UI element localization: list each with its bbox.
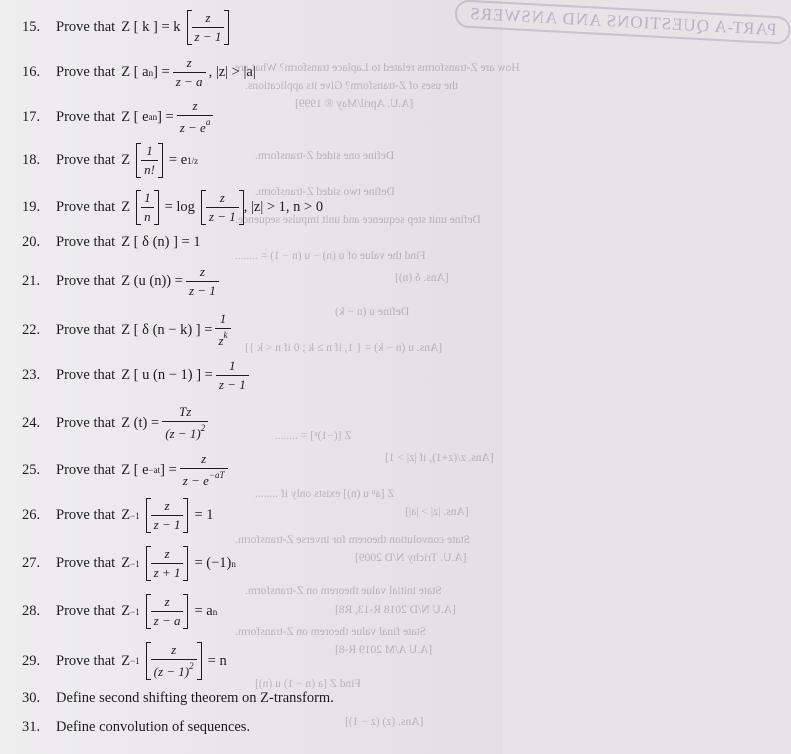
formula-lhs: Z [ e xyxy=(121,108,149,125)
bracket xyxy=(146,594,189,629)
numerator: 1 xyxy=(144,190,151,205)
exponent: −1 xyxy=(130,606,140,617)
formula-rhs: = a xyxy=(194,603,213,619)
question-text: Prove that xyxy=(56,273,116,289)
fraction xyxy=(151,594,184,629)
formula xyxy=(121,498,213,533)
denominator xyxy=(151,659,197,680)
formula xyxy=(121,311,233,349)
question-text: Prove that xyxy=(56,152,116,168)
condition: , |z| > 1, n > 0 xyxy=(243,199,324,215)
fraction xyxy=(162,404,208,442)
question-23 xyxy=(22,358,252,393)
exponent: 2 xyxy=(200,423,206,433)
bleed-line: State convolution theorem for inverse Z-transform. xyxy=(235,534,471,546)
numerator: z xyxy=(164,546,170,561)
bleed-line: State final value theorem on Z-transform. xyxy=(235,626,426,638)
question-20 xyxy=(22,234,201,251)
denominator: z − 1 xyxy=(206,207,239,225)
bleed-through-title: PART-A QUESTIONS AND ANSWERS xyxy=(454,0,791,45)
formula xyxy=(121,594,217,629)
numerator: z xyxy=(171,642,177,657)
exponent: −1 xyxy=(130,510,140,521)
bleed-through-area xyxy=(235,0,778,754)
denominator-text: z − e xyxy=(182,473,209,488)
formula-lhs: Z xyxy=(121,507,131,523)
question-text: Prove that xyxy=(56,603,116,619)
question-29 xyxy=(22,642,227,680)
bleed-line: Z [aⁿ u (n)] exists only if ........ xyxy=(255,488,395,500)
exponent: 2 xyxy=(189,661,194,671)
formula-lhs: Z xyxy=(121,652,131,669)
formula-lhs: Z [ k ] = k xyxy=(121,19,181,35)
question-text: Prove that xyxy=(56,414,116,431)
denominator: z − a xyxy=(173,72,206,90)
denominator-text: (z − 1) xyxy=(153,664,190,679)
fraction xyxy=(177,98,214,136)
bleed-line: [Ans. z/(z+1), if |z| > 1] xyxy=(385,452,494,464)
exponent: −1 xyxy=(130,656,140,666)
bleed-line: Find the value of u (n) − u (n − 1) = ........ xyxy=(235,250,426,262)
bleed-line: Define two sided Z-transform. xyxy=(255,186,395,198)
formula xyxy=(121,98,216,136)
bracket xyxy=(187,10,230,45)
question-25 xyxy=(22,451,231,489)
bracket xyxy=(146,546,189,581)
question-number: 20. xyxy=(22,234,41,250)
formula-log: = log xyxy=(164,199,195,215)
question-number: 31. xyxy=(22,719,41,735)
question-21 xyxy=(22,264,222,299)
question-19 xyxy=(22,190,323,225)
formula-eq: ] = xyxy=(160,461,177,478)
formula-lhs: Z [ δ (n − k) ] = xyxy=(121,321,213,338)
formula-rhs: = 1 xyxy=(194,507,214,523)
denominator xyxy=(162,421,208,442)
question-text: Prove that xyxy=(56,64,116,80)
bleed-line: [Ans. (z) (z − 1)] xyxy=(345,716,424,728)
formula-lhs: Z [ e xyxy=(121,461,149,478)
exponent: 1/z xyxy=(187,155,199,166)
bleed-line: [Ans. |z| > |a|] xyxy=(405,506,469,518)
question-number: 30. xyxy=(22,690,41,706)
question-number: 16. xyxy=(22,64,41,80)
denominator xyxy=(180,468,228,489)
numerator: z xyxy=(201,451,207,466)
formula xyxy=(121,642,227,680)
formula xyxy=(121,358,252,393)
denominator-text: (z − 1) xyxy=(165,426,201,441)
formula xyxy=(121,55,256,90)
condition: , |z| > |a| xyxy=(208,64,256,80)
numerator: z xyxy=(186,55,192,70)
bracket xyxy=(136,143,163,178)
question-16 xyxy=(22,55,256,90)
exponent: −at xyxy=(148,465,161,475)
exponent: n xyxy=(212,606,218,617)
question-number: 17. xyxy=(22,108,41,125)
question-30 xyxy=(22,690,334,707)
question-text: Prove that xyxy=(56,108,116,125)
bleed-line: Define one sided Z-transform. xyxy=(255,150,395,162)
formula-eq: ] = xyxy=(153,64,170,80)
formula-rhs: = e xyxy=(168,152,188,168)
question-text: Prove that xyxy=(56,555,116,571)
question-15 xyxy=(22,10,229,45)
question-text: Prove that xyxy=(56,321,116,338)
denominator-text: z − e xyxy=(179,120,206,135)
numerator: 1 xyxy=(219,311,227,326)
formula-lhs: Z (u (n)) = xyxy=(121,273,183,289)
question-number: 27. xyxy=(22,555,41,571)
question-number: 25. xyxy=(22,461,41,478)
formula xyxy=(121,10,229,45)
denominator: z − 1 xyxy=(186,281,219,299)
exponent: a xyxy=(205,117,211,127)
denominator: z − a xyxy=(151,611,184,629)
bleed-line: Define u (n − k) xyxy=(335,306,410,318)
numerator: 1 xyxy=(229,358,236,373)
question-number: 26. xyxy=(22,507,41,523)
denominator: z − 1 xyxy=(192,27,225,45)
numerator: Tz xyxy=(179,404,192,419)
formula xyxy=(121,546,236,581)
denominator: z − 1 xyxy=(151,515,184,533)
bleed-line: Find Z [a (n − 1) u (n)] xyxy=(255,678,361,690)
question-text: Prove that xyxy=(56,234,116,250)
bleed-line: State initial value theorem on Z-transform. xyxy=(245,585,442,597)
formula-lhs: Z [ a xyxy=(121,64,149,80)
bleed-line: [Ans. δ (n)] xyxy=(395,272,449,284)
exponent: an xyxy=(148,112,158,122)
exponent: k xyxy=(223,330,228,340)
question-number: 22. xyxy=(22,321,41,338)
bleed-line: [Ans. u (n − k) = { 1, if n ≥ k ; 0 if n < k }] xyxy=(245,342,443,354)
question-text: Prove that xyxy=(56,19,116,35)
question-text: Prove that xyxy=(56,652,116,669)
fraction xyxy=(215,311,230,349)
numerator: z xyxy=(192,98,198,113)
bleed-line: [A.U N/D 2018 R-13, R8] xyxy=(335,604,456,616)
bleed-line: the uses of Z-transform? Give its applications. xyxy=(245,80,459,92)
exponent: n xyxy=(231,558,236,569)
question-number: 19. xyxy=(22,199,41,215)
question-18 xyxy=(22,143,198,178)
formula-lhs: Z xyxy=(121,199,131,215)
fraction xyxy=(141,190,154,225)
numerator: z xyxy=(219,190,225,205)
fraction xyxy=(151,498,184,533)
formula-lhs: Z [ u (n − 1) ] = xyxy=(121,367,213,383)
fraction xyxy=(216,358,249,393)
denominator-text: z xyxy=(218,333,224,348)
formula xyxy=(121,264,222,299)
fraction xyxy=(151,642,197,680)
denominator: n xyxy=(141,207,154,225)
formula xyxy=(121,451,230,489)
denominator: z − 1 xyxy=(216,375,249,393)
bleed-line: Define unit step sequence and unit impulse sequence. xyxy=(235,214,481,226)
formula-lhs: Z (t) = xyxy=(121,414,160,431)
question-number: 23. xyxy=(22,367,41,383)
exponent: −1 xyxy=(130,558,140,569)
question-text: Prove that xyxy=(56,507,116,523)
question-31 xyxy=(22,719,250,736)
question-17 xyxy=(22,98,216,136)
numerator: z xyxy=(199,264,205,279)
bleed-line: [A.U. Trichy N/D 2009] xyxy=(355,552,467,564)
formula xyxy=(121,190,323,225)
fraction xyxy=(141,143,158,178)
question-text: Prove that xyxy=(56,461,116,478)
question-27 xyxy=(22,546,236,581)
denominator xyxy=(215,328,230,349)
question-text: Define second shifting theorem on Z-transform. xyxy=(56,690,334,706)
question-28 xyxy=(22,594,217,629)
formula-eq: ] = xyxy=(157,108,174,125)
formula: Z [ δ (n) ] = 1 xyxy=(121,234,201,250)
formula-rhs: = n xyxy=(207,652,227,669)
denominator: z + 1 xyxy=(151,563,184,581)
formula-rhs: = (−1) xyxy=(194,555,232,571)
question-text: Prove that xyxy=(56,367,116,383)
question-number: 24. xyxy=(22,414,41,431)
question-24 xyxy=(22,404,211,442)
question-text: Prove that xyxy=(56,199,116,215)
numerator: z xyxy=(164,498,170,513)
exponent: −aT xyxy=(208,470,225,480)
formula-lhs: Z xyxy=(121,603,131,619)
fraction xyxy=(186,264,219,299)
fraction xyxy=(206,190,239,225)
bracket xyxy=(146,498,189,533)
question-number: 18. xyxy=(22,152,41,168)
question-26 xyxy=(22,498,214,533)
fraction xyxy=(173,55,206,90)
question-number: 21. xyxy=(22,273,41,289)
question-number: 28. xyxy=(22,603,41,619)
bleed-line: [A.U. April/May ® 1999] xyxy=(295,98,414,110)
formula xyxy=(121,143,198,178)
bracket xyxy=(136,190,159,225)
fraction xyxy=(151,546,184,581)
denominator: n! xyxy=(141,160,158,178)
question-22 xyxy=(22,311,234,349)
numerator: z xyxy=(164,594,170,609)
numerator: 1 xyxy=(146,143,153,158)
bleed-line: How are Z-transforms related to Laplace transform? What are xyxy=(235,62,520,74)
question-number: 15. xyxy=(22,19,41,35)
question-number: 29. xyxy=(22,652,41,669)
formula-lhs: Z xyxy=(121,555,131,571)
denominator xyxy=(177,115,214,136)
numerator: z xyxy=(205,10,211,25)
bracket xyxy=(146,642,202,680)
fraction xyxy=(180,451,228,489)
bleed-line: Z [(−1)ⁿ] = ........ xyxy=(275,430,352,442)
question-text: Define convolution of sequences. xyxy=(56,719,251,735)
fraction xyxy=(192,10,225,45)
bracket xyxy=(201,190,244,225)
bleed-line: [A.U A/M 2019 R-8] xyxy=(335,644,433,656)
formula xyxy=(121,404,211,442)
exponent: n xyxy=(148,67,154,78)
formula-lhs: Z xyxy=(121,152,131,168)
